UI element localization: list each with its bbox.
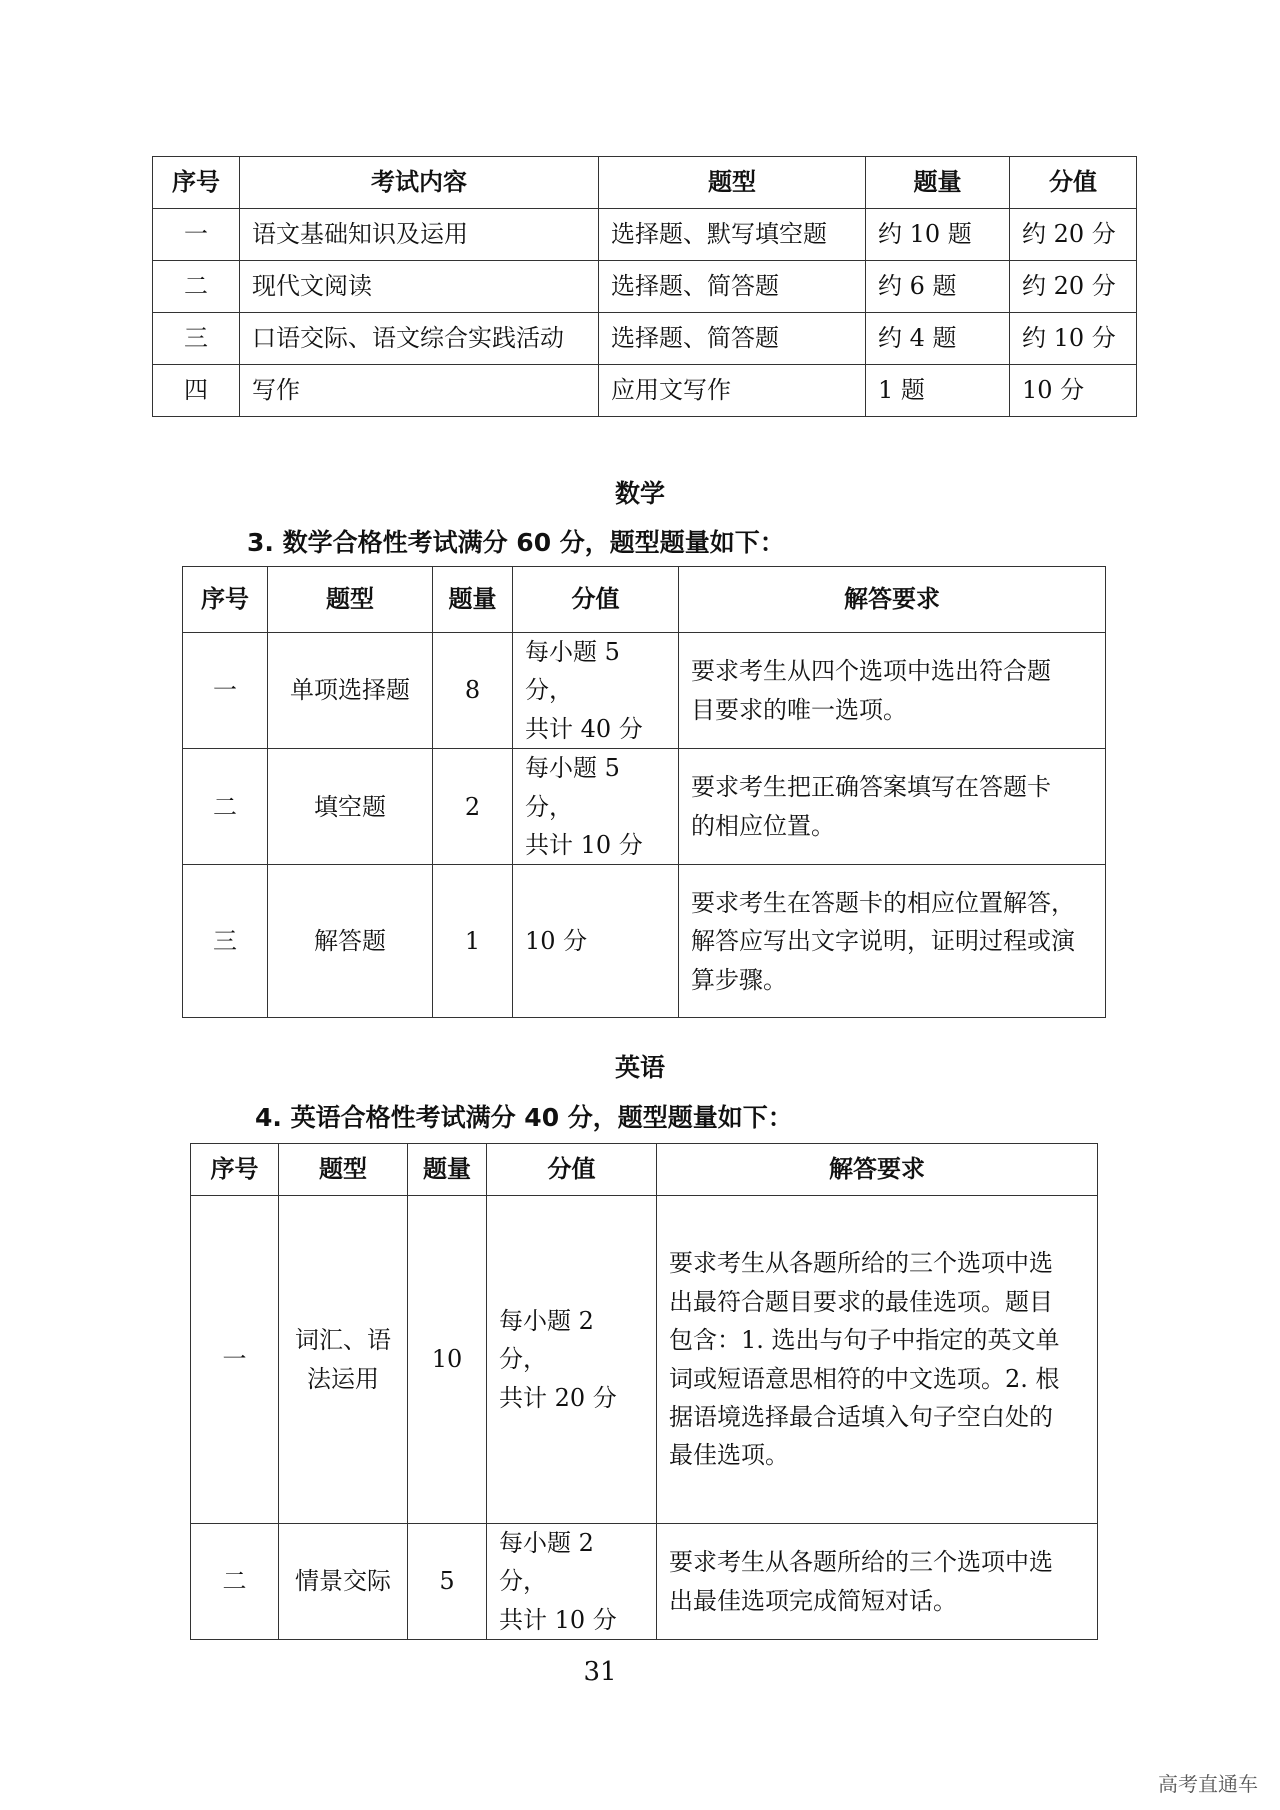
- page-number: 31: [583, 1657, 617, 1687]
- score-line: 每小题 2 分，: [499, 1306, 594, 1374]
- question-type: 解答题: [268, 865, 433, 1018]
- score: 10 分: [1010, 365, 1137, 417]
- question-type: 应用文写作: [599, 365, 866, 417]
- exam-content: 口语交际、语文综合实践活动: [240, 313, 599, 365]
- header-cell: 解答要求: [679, 567, 1106, 633]
- score: [513, 865, 679, 1018]
- question-type: 选择题、简答题: [599, 313, 866, 365]
- question-type: [279, 1196, 408, 1524]
- row-number: 三: [153, 313, 240, 365]
- requirement-line: 算步骤。: [691, 965, 787, 994]
- table-row: [183, 633, 1106, 749]
- question-count: 约 6 题: [866, 261, 1010, 313]
- requirement-line: 出最佳选项完成简短对话。: [669, 1586, 957, 1615]
- row-number: 二: [153, 261, 240, 313]
- score: [513, 749, 679, 865]
- requirement-line: 包含：1. 选出与句子中指定的英文单: [669, 1326, 1060, 1355]
- requirement-line: 的相应位置。: [691, 811, 835, 840]
- row-number: 四: [153, 365, 240, 417]
- math-exam-table: [182, 566, 1106, 1018]
- requirement-line: 词或短语意思相符的中文选项。2. 根: [669, 1364, 1060, 1393]
- answer-requirement: [657, 1196, 1098, 1524]
- header-cell: 考试内容: [240, 157, 599, 209]
- score-line: 10 分: [525, 927, 588, 956]
- math-intro: 3. 数学合格性考试满分 60 分，题型题量如下：: [247, 528, 785, 557]
- score-line: 每小题 5 分，: [525, 638, 620, 705]
- header-cell: 题量: [408, 1144, 487, 1196]
- english-exam-table: [190, 1143, 1098, 1640]
- type-line: 法运用: [307, 1364, 379, 1393]
- header-cell: 分值: [513, 567, 679, 633]
- chinese-exam-table: [152, 156, 1137, 417]
- header-cell: 题型: [279, 1144, 408, 1196]
- score: [487, 1196, 657, 1524]
- table-row: [153, 209, 1137, 261]
- question-count: 5: [408, 1524, 487, 1640]
- row-number: 二: [183, 749, 268, 865]
- question-count: 2: [433, 749, 513, 865]
- table-header-row: [191, 1144, 1098, 1196]
- requirement-line: 最佳选项。: [669, 1441, 789, 1470]
- header-cell: 序号: [183, 567, 268, 633]
- score-line: 共计 40 分: [525, 714, 643, 743]
- table-row: [153, 365, 1137, 417]
- question-type: [279, 1524, 408, 1640]
- score: 约 10 分: [1010, 313, 1137, 365]
- header-cell: 分值: [1010, 157, 1137, 209]
- question-count: 1: [433, 865, 513, 1018]
- question-type: 选择题、简答题: [599, 261, 866, 313]
- score-line: 每小题 5 分，: [525, 754, 620, 821]
- answer-requirement: [679, 749, 1106, 865]
- table-header-row: [153, 157, 1137, 209]
- answer-requirement: [679, 633, 1106, 749]
- requirement-line: 要求考生从各题所给的三个选项中选: [669, 1249, 1053, 1278]
- requirement-line: 要求考生从四个选项中选出符合题: [691, 657, 1051, 686]
- score-line: 共计 10 分: [499, 1605, 617, 1634]
- score: 约 20 分: [1010, 209, 1137, 261]
- row-number: 一: [191, 1196, 279, 1524]
- question-type: 单项选择题: [268, 633, 433, 749]
- english-intro: 4. 英语合格性考试满分 40 分，题型题量如下：: [255, 1103, 793, 1132]
- score: [487, 1524, 657, 1640]
- exam-content: 语文基础知识及运用: [240, 209, 599, 261]
- question-count: 10: [408, 1196, 487, 1524]
- header-cell: 题量: [433, 567, 513, 633]
- header-cell: 题型: [268, 567, 433, 633]
- score: 约 20 分: [1010, 261, 1137, 313]
- score-line: 共计 10 分: [525, 830, 643, 859]
- table-row: [191, 1524, 1098, 1640]
- row-number: 二: [191, 1524, 279, 1640]
- question-type: 填空题: [268, 749, 433, 865]
- exam-content: 现代文阅读: [240, 261, 599, 313]
- table-row: [191, 1196, 1098, 1524]
- table-row: [153, 313, 1137, 365]
- score-line: 共计 20 分: [499, 1383, 617, 1412]
- header-cell: 题型: [599, 157, 866, 209]
- requirement-line: 要求考生从各题所给的三个选项中选: [669, 1548, 1053, 1577]
- header-cell: 序号: [191, 1144, 279, 1196]
- question-count: 8: [433, 633, 513, 749]
- watermark: 高考直通车: [1158, 1772, 1258, 1796]
- requirement-line: 据语境选择最合适填入句子空白处的: [669, 1402, 1053, 1431]
- requirement-line: 出最符合题目要求的最佳选项。题目: [669, 1287, 1053, 1316]
- table-row: [153, 261, 1137, 313]
- exam-content: 写作: [240, 365, 599, 417]
- requirement-line: 目要求的唯一选项。: [691, 695, 907, 724]
- requirement-line: 要求考生在答题卡的相应位置解答，: [691, 888, 1075, 917]
- requirement-line: 解答应写出文字说明，证明过程或演: [691, 927, 1075, 956]
- header-cell: 题量: [866, 157, 1010, 209]
- header-cell: 分值: [487, 1144, 657, 1196]
- math-heading: 数学: [614, 479, 665, 508]
- header-cell: 解答要求: [657, 1144, 1098, 1196]
- row-number: 三: [183, 865, 268, 1018]
- table-row: [183, 749, 1106, 865]
- question-count: 约 10 题: [866, 209, 1010, 261]
- english-heading: 英语: [614, 1053, 665, 1082]
- header-cell: 序号: [153, 157, 240, 209]
- row-number: 一: [153, 209, 240, 261]
- table-row: [183, 865, 1106, 1018]
- table-header-row: [183, 567, 1106, 633]
- score-line: 每小题 2 分，: [499, 1529, 594, 1596]
- answer-requirement: [657, 1524, 1098, 1640]
- question-count: 约 4 题: [866, 313, 1010, 365]
- answer-requirement: [679, 865, 1106, 1018]
- type-line: 情景交际: [295, 1567, 391, 1596]
- row-number: 一: [183, 633, 268, 749]
- score: [513, 633, 679, 749]
- question-count: 1 题: [866, 365, 1010, 417]
- question-type: 选择题、默写填空题: [599, 209, 866, 261]
- type-line: 词汇、语: [295, 1326, 391, 1355]
- requirement-line: 要求考生把正确答案填写在答题卡: [691, 773, 1051, 802]
